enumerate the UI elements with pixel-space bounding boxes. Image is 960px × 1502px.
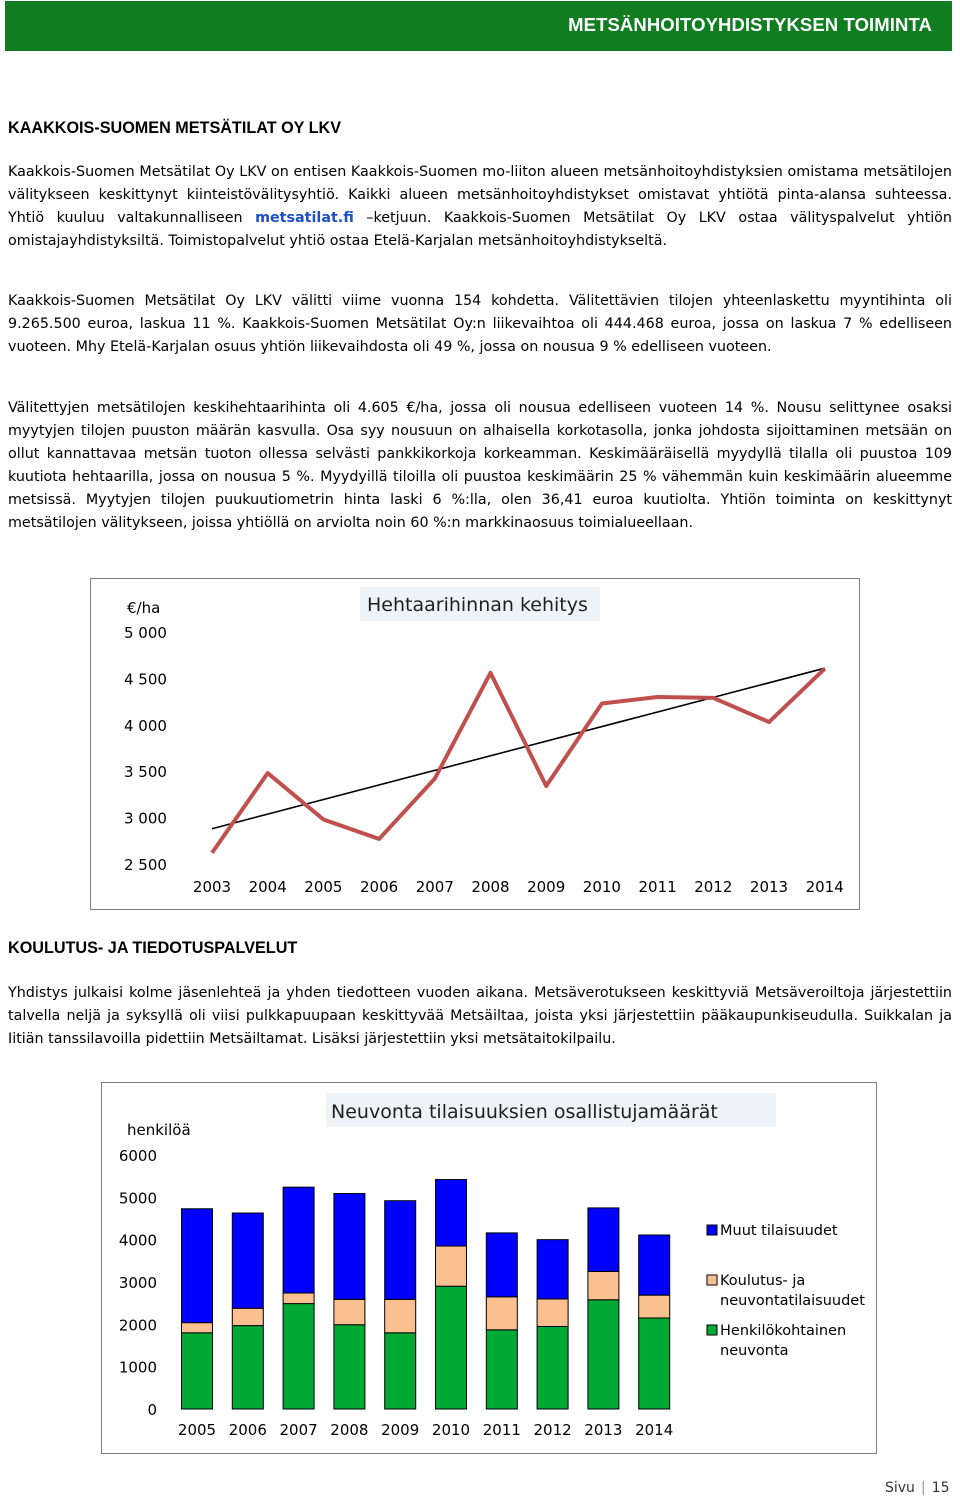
- price-series-line: [212, 669, 825, 853]
- sentence: Keskimääräisellä myydyllä tilalla oli puustoa 109 kuutiota hehtaarilla, jossa on nousua 5 %.: [8, 445, 953, 485]
- sentence: Kaakkois-Suomen Metsätilat Oy:n liikevaihtoa oli 444.468 euroa, jossa on laskua 7 % edelliseen vuoteen.: [8, 315, 952, 355]
- paragraph-koulutus: [8, 982, 952, 1051]
- x-axis-ticks: [193, 878, 844, 896]
- sentence: Nousu selittynee osaksi myytyjen tilojen puuston määrän kasvulla.: [8, 400, 952, 439]
- sentence: Yhdistys julkaisi kolme jäsenlehteä ja yhden tiedotteen vuoden aikana.: [8, 985, 529, 1001]
- y-tick-label: 3000: [118, 1274, 157, 1292]
- footer-label: Sivu: [885, 1480, 915, 1496]
- bar-segment: [232, 1308, 263, 1325]
- x-tick-label: 2006: [228, 1421, 267, 1439]
- x-tick-label: 2014: [805, 878, 844, 896]
- section-title-metsatilat: KAAKKOIS-SUOMEN METSÄTILAT OY LKV: [8, 119, 342, 137]
- bar-segment: [537, 1299, 568, 1327]
- bar-segment: [334, 1325, 365, 1409]
- sentence: Välitettävien tilojen yhteenlaskettu myyntihinta oli 9.265.500 euroa, laskua 11 %.: [8, 293, 952, 332]
- bar-segment: [334, 1194, 365, 1300]
- header-title: METSÄNHOITOYHDISTYKSEN TOIMINTA: [568, 14, 932, 35]
- y-axis-label: €/ha: [127, 599, 161, 617]
- legend-label: neuvontatilaisuudet: [720, 1293, 865, 1309]
- bar-segment: [486, 1233, 517, 1297]
- y-tick-label: 5000: [118, 1189, 157, 1208]
- legend-swatch: [707, 1275, 717, 1285]
- bar-segment: [639, 1295, 670, 1318]
- x-tick-label: 2007: [415, 878, 454, 896]
- x-tick-label: 2004: [248, 878, 287, 896]
- bar-segment: [182, 1333, 213, 1409]
- sentence: Osa syy nousuun on alhaisella korkotasolla, jonka johdosta sijoittaminen metsään on ollut kannattavaa metsän tuoton ollessa selvästi pankkikorkoja korkeamman.: [8, 422, 952, 462]
- y-tick-label: 2000: [118, 1316, 157, 1335]
- y-tick-label: 3 500: [124, 763, 167, 782]
- sentence: Kaakkois-Suomen Metsätilat Oy LKV välitti viime vuonna 154 kohdetta.: [8, 293, 560, 309]
- legend-label: neuvonta: [720, 1343, 789, 1359]
- sentence: Yhtiön toiminta on keskittynyt metsätilojen välitykseen, joissa yhtiöllä on arviolta noin 60 %:n markkinaosuus toimialueellaan.: [8, 491, 953, 531]
- x-tick-label: 2003: [192, 878, 232, 896]
- bar-segment: [588, 1300, 619, 1409]
- y-tick-label: 2 500: [124, 856, 167, 874]
- x-tick-label: 2012: [533, 1421, 572, 1439]
- bar-segment: [436, 1246, 467, 1286]
- chart-osallistujamaarat: [101, 1082, 877, 1454]
- sentence: Mhy Etelä-Karjalan osuus yhtiön liikevaihdosta oli 49 %, jossa on nousua 9 % edelliseen vuoteen.: [75, 338, 772, 355]
- paragraph-intro: [8, 161, 952, 253]
- bar-segment: [283, 1304, 314, 1409]
- x-tick-label: 2014: [635, 1421, 674, 1439]
- bar-segment: [588, 1271, 619, 1299]
- x-tick-label: 2008: [330, 1421, 369, 1439]
- sentence: Kaakkois-Suomen Metsätilat Oy LKV ostaa välityspalvelut yhtiön omistajayhdistyksiltä.: [8, 209, 952, 249]
- y-tick-label: 5 000: [124, 624, 167, 642]
- section-title-koulutus: KOULUTUS- JA TIEDOTUSPALVELUT: [8, 939, 298, 957]
- bar-segment: [334, 1299, 365, 1324]
- x-tick-label: 2008: [471, 878, 510, 896]
- bar-segment: [232, 1213, 263, 1308]
- bars: [182, 1180, 670, 1409]
- sentence: Kaikki alueen metsänhoitoyhdistykset omistavat yhtiötä pinta-alansa suhteessa.: [348, 186, 952, 203]
- bar-segment: [537, 1240, 568, 1299]
- y-tick-label: 1000: [118, 1358, 157, 1377]
- y-tick-label: 4 000: [124, 716, 167, 735]
- bar-segment: [588, 1208, 619, 1272]
- sentence: Suikkalan ja Iitiän tanssilavoilla pidettiin Metsäiltamat.: [8, 1007, 952, 1047]
- x-tick-label: 2011: [482, 1421, 521, 1439]
- chart-hehtaarihinta: [90, 578, 860, 910]
- bar-segment: [385, 1333, 416, 1409]
- bar-segment: [486, 1297, 517, 1330]
- bar-segment: [486, 1330, 517, 1409]
- x-tick-label: 2010: [582, 878, 621, 896]
- page-footer: Sivu | 15: [885, 1480, 950, 1496]
- x-tick-label: 2005: [177, 1421, 217, 1439]
- x-tick-label: 2005: [304, 878, 343, 896]
- x-tick-label: 2011: [638, 878, 677, 896]
- page-number: 15: [931, 1480, 950, 1496]
- x-tick-label: 2013: [584, 1421, 623, 1439]
- sentence: Kaakkois-Suomen Metsätilat Oy LKV on entisen Kaakkois-Suomen mo-liiton alueen metsänhoitoyhdistyksien omistama metsätilojen välitykseen keskittynyt kiinteistövälitysyhtiö.: [8, 164, 952, 203]
- x-tick-label: 2013: [749, 878, 789, 896]
- legend-label: Muut tilaisuudet: [720, 1223, 838, 1239]
- bar-chart-svg: [102, 1083, 876, 1453]
- legend-swatch: [707, 1225, 717, 1235]
- x-tick-label: 2010: [431, 1421, 471, 1439]
- sentence: Metsäverotukseen keskittyviä Metsäveroiltoja järjestettiin talvella neljä ja syksyllä oli viisi pulkkapuupaan keskittyvää Metsäiltaa, joista yksi järjestettiin pääkaupunkiseudulla.: [8, 985, 952, 1024]
- paragraph-sales: [8, 290, 952, 359]
- x-tick-label: 2009: [381, 1421, 420, 1439]
- x-tick-label: 2012: [694, 878, 733, 896]
- bar-segment: [385, 1201, 416, 1300]
- bar-segment: [385, 1299, 416, 1332]
- x-tick-label: 2009: [527, 878, 566, 896]
- series-lines: [212, 668, 825, 853]
- bar-segment: [436, 1180, 467, 1246]
- y-tick-label: 6000: [118, 1147, 157, 1165]
- bar-segment: [639, 1318, 670, 1409]
- bar-segment: [283, 1293, 314, 1304]
- chart-title: Hehtaarihinnan kehitys: [367, 594, 588, 616]
- y-tick-label: 4000: [118, 1231, 157, 1250]
- y-axis-ticks: [119, 1147, 157, 1419]
- y-tick-label: 3 000: [124, 809, 167, 828]
- sentence: Myytyjen tilojen puukuutiometrin hinta laski 6 %:lla, olen 36,41 euroa kuutiolta.: [85, 491, 711, 508]
- line-chart-svg: [91, 579, 859, 909]
- x-tick-label: 2006: [360, 878, 399, 896]
- sentence: Välitettyjen metsätilojen keskihehtaarihinta oli 4.605 €/ha, jossa oli nousua edelliseen vuoteen 14 %.: [8, 400, 769, 416]
- sentence: Yhtiö kuuluu valtakunnalliseen: [8, 209, 243, 226]
- sentence: Lisäksi järjestettiin yksi metsätaitokilpailu.: [311, 1030, 616, 1047]
- legend: [707, 1223, 865, 1359]
- sentence: –ketjuun.: [366, 209, 432, 226]
- paragraph-prices: [8, 397, 952, 534]
- legend-label: Henkilökohtainen: [720, 1323, 847, 1339]
- y-tick-label: 0: [147, 1401, 157, 1419]
- header-bar: [5, 1, 952, 51]
- y-tick-label: 4 500: [124, 670, 167, 689]
- bar-segment: [283, 1187, 314, 1293]
- sentence: Toimistopalvelut yhtiö ostaa Etelä-Karjalan metsänhoitoyhdistykseltä.: [168, 232, 668, 249]
- y-axis-ticks: [124, 624, 167, 874]
- bar-segment: [436, 1286, 467, 1409]
- chart-title: Neuvonta tilaisuuksien osallistujamäärät: [331, 1101, 718, 1123]
- bar-segment: [639, 1235, 670, 1295]
- legend-swatch: [707, 1325, 717, 1335]
- x-tick-label: 2007: [279, 1421, 318, 1439]
- x-axis-ticks: [178, 1421, 673, 1439]
- legend-label: Koulutus- ja: [720, 1273, 806, 1289]
- bar-segment: [537, 1326, 568, 1409]
- bar-segment: [182, 1323, 213, 1333]
- y-axis-label: henkilöä: [127, 1121, 191, 1139]
- sentence: Myydyillä tiloilla oli puustoa keskimäärin 25 % vähemmän kuin keskimäärin alueemme metsissä.: [8, 468, 952, 508]
- bar-segment: [232, 1326, 263, 1409]
- metsatilat-link[interactable]: metsatilat.fi: [255, 209, 354, 226]
- bar-segment: [182, 1209, 213, 1323]
